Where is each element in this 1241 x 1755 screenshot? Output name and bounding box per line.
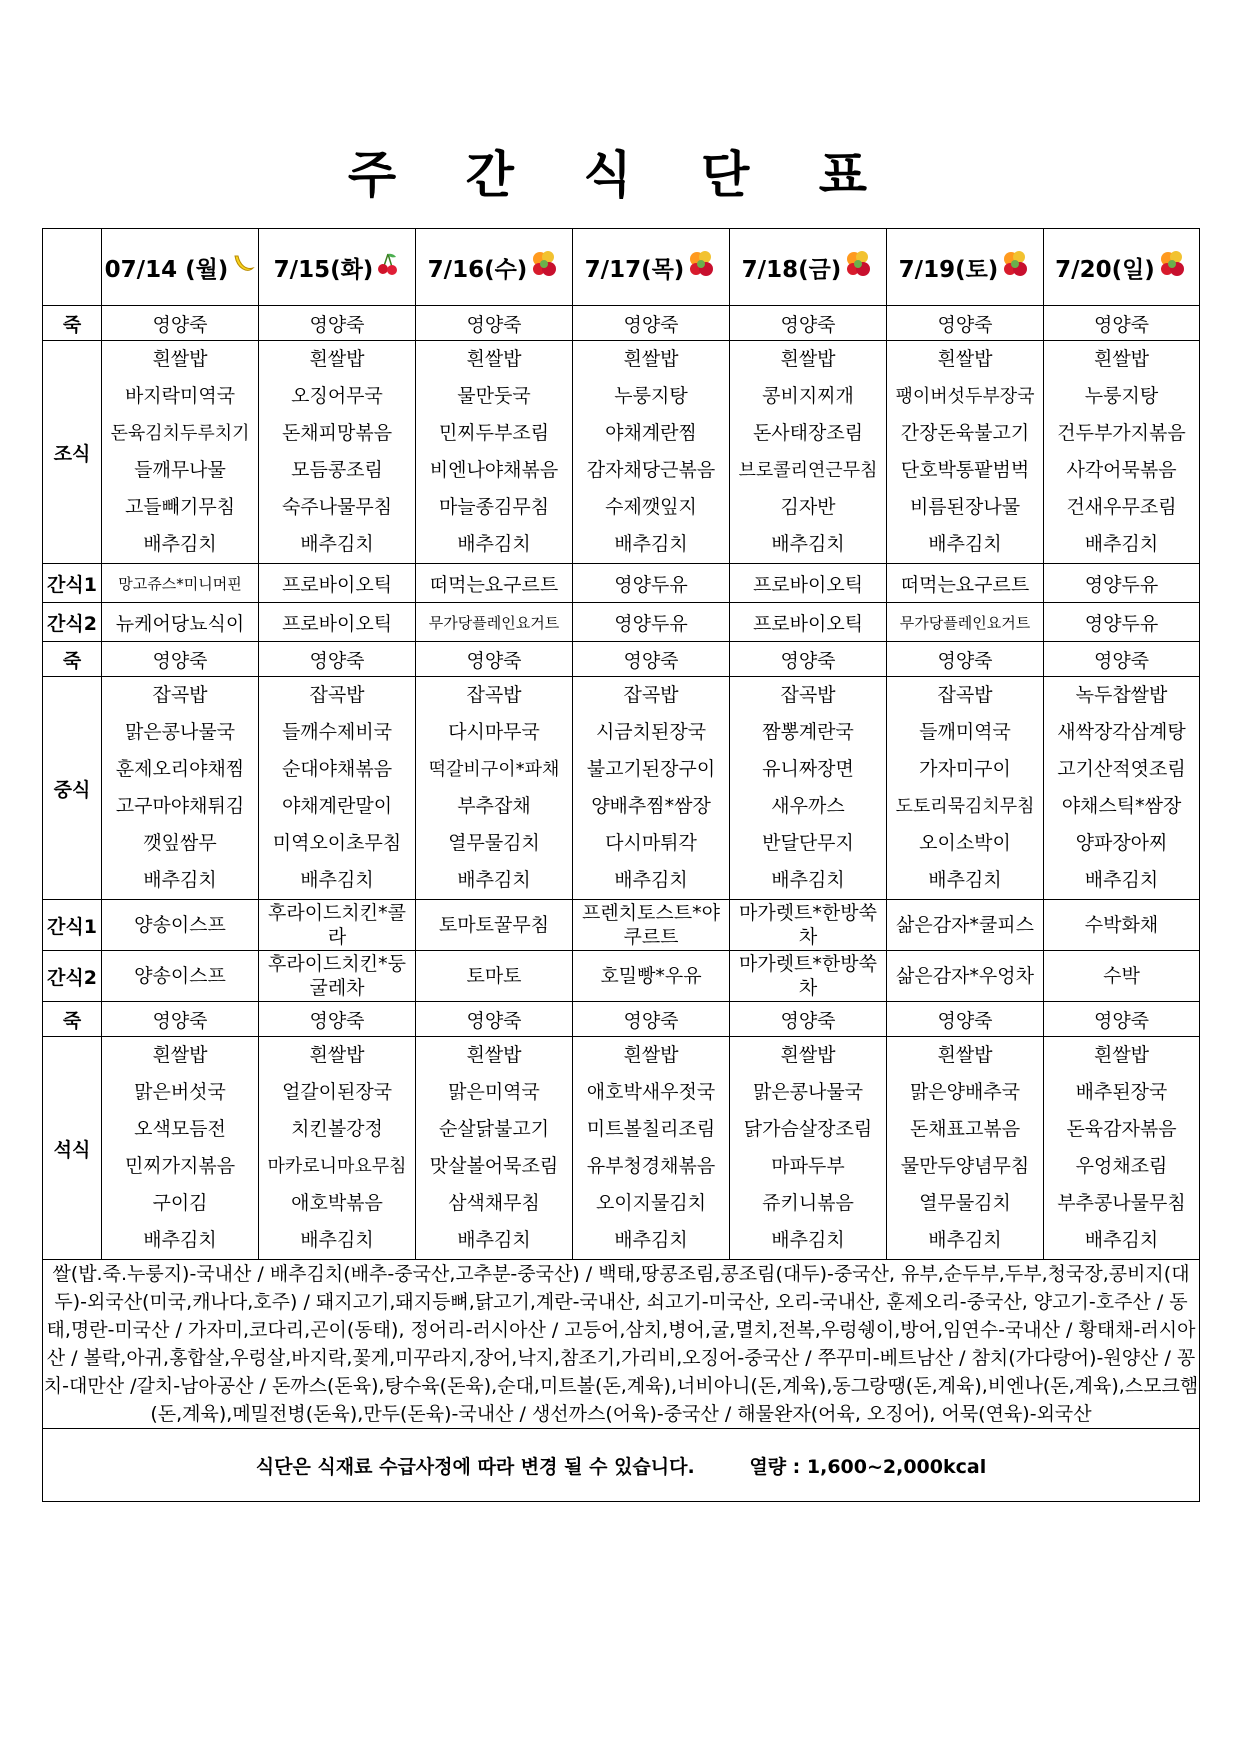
menu-item: 맑은양배추국 <box>909 1081 1021 1103</box>
fruit-basket-icon <box>1158 249 1188 285</box>
menu-item: 돈사태장조림 <box>752 422 864 444</box>
row-label-dinner: 석식 <box>43 1037 102 1260</box>
menu-item: 흰쌀밥 <box>466 348 522 370</box>
menu-item: 맑은콩나물국 <box>124 721 236 743</box>
day-label: 7/18(금) <box>741 256 842 283</box>
menu-item: 민찌가지볶음 <box>124 1155 236 1177</box>
lunch-cell <box>573 677 730 900</box>
porridge-cell: 영양죽 <box>416 1002 573 1037</box>
menu-item: 배추김치 <box>928 1229 1002 1251</box>
menu-item: 잡곡밥 <box>780 684 836 706</box>
am-snack1-cell: 프로바이오틱 <box>259 564 416 603</box>
menu-item: 오색모듬전 <box>134 1118 226 1140</box>
day-header <box>416 229 573 306</box>
menu-item: 흰쌀밥 <box>937 348 993 370</box>
banana-icon <box>231 252 255 282</box>
menu-item: 배추김치 <box>143 1229 217 1251</box>
menu-item: 짬뽕계란국 <box>762 721 854 743</box>
menu-item: 맑은콩나물국 <box>752 1081 864 1103</box>
porridge-cell: 영양죽 <box>1044 642 1200 677</box>
menu-item: 유니짜장면 <box>762 758 854 780</box>
menu-item: 미트볼칠리조림 <box>586 1118 716 1140</box>
menu-item: 불고기된장구이 <box>586 758 716 780</box>
menu-item: 흰쌀밥 <box>152 1044 208 1066</box>
day-header <box>573 229 730 306</box>
am-snack2-cell: 무가당플레인요거트 <box>887 603 1044 642</box>
menu-item: 맛살볼어묵조림 <box>429 1155 559 1177</box>
am-snack2-cell: 프로바이오틱 <box>259 603 416 642</box>
lunch-cell <box>730 677 887 900</box>
porridge-cell: 영양죽 <box>730 1002 887 1037</box>
lunch-cell <box>1044 677 1200 900</box>
menu-item: 김자반 <box>780 496 836 518</box>
pm-snack1-cell: 후라이드치킨*콜라 <box>259 900 416 951</box>
menu-item: 배추김치 <box>928 533 1002 555</box>
breakfast-cell <box>887 341 1044 564</box>
am-snack2-cell: 무가당플레인요거트 <box>416 603 573 642</box>
pm-snack2-cell: 삶은감자*우엉차 <box>887 951 1044 1002</box>
menu-item: 닭가슴살장조림 <box>743 1118 873 1140</box>
day-label: 7/17(목) <box>584 256 685 283</box>
menu-item: 들깨수제비국 <box>281 721 393 743</box>
menu-item: 건두부가지볶음 <box>1057 422 1186 444</box>
day-label: 07/14 (월) <box>104 256 229 283</box>
porridge-cell: 영양죽 <box>573 1002 730 1037</box>
menu-item: 삼색채무침 <box>448 1192 540 1214</box>
menu-item: 돈육감자볶음 <box>1066 1118 1177 1140</box>
menu-item: 다시마튀각 <box>605 832 697 854</box>
porridge-cell: 영양죽 <box>416 642 573 677</box>
menu-item: 누룽지탕 <box>614 385 688 407</box>
pm-snack2-cell: 수박 <box>1044 951 1200 1002</box>
porridge-cell: 영양죽 <box>102 642 259 677</box>
menu-item: 배추김치 <box>771 1229 845 1251</box>
menu-item: 순살닭불고기 <box>438 1118 550 1140</box>
menu-item: 흰쌀밥 <box>466 1044 522 1066</box>
am-snack2-cell: 영양두유 <box>1044 603 1200 642</box>
menu-item: 바지락미역국 <box>124 385 236 407</box>
menu-item: 배추김치 <box>614 1229 688 1251</box>
menu-item: 배추김치 <box>143 533 217 555</box>
pm-snack2-cell: 후라이드치킨*둥굴레차 <box>259 951 416 1002</box>
footer-note <box>43 1429 1200 1502</box>
cherry-icon <box>376 252 400 282</box>
porridge-cell: 영양죽 <box>887 642 1044 677</box>
menu-item: 흰쌀밥 <box>780 1044 836 1066</box>
menu-item: 유부청경채볶음 <box>586 1155 716 1177</box>
menu-item: 마늘종김무침 <box>438 496 550 518</box>
menu-item: 우엉채조림 <box>1075 1155 1168 1177</box>
menu-item: 순대야채볶음 <box>281 758 393 780</box>
pm-snack1-cell: 토마토꿀무침 <box>416 900 573 951</box>
weekly-menu-table <box>42 228 1200 1502</box>
day-label: 7/15(화) <box>273 256 374 283</box>
menu-item: 흰쌀밥 <box>1093 348 1150 370</box>
pm-snack2-cell: 양송이스프 <box>102 951 259 1002</box>
menu-item: 맑은미역국 <box>448 1081 540 1103</box>
menu-item: 비엔나야채볶음 <box>429 459 559 481</box>
menu-item: 돈채표고볶음 <box>909 1118 1021 1140</box>
porridge-cell: 영양죽 <box>573 642 730 677</box>
menu-item: 건새우무조림 <box>1066 496 1177 518</box>
menu-item: 잡곡밥 <box>466 684 522 706</box>
dinner-cell <box>887 1037 1044 1260</box>
menu-item: 열무물김치 <box>448 832 540 854</box>
menu-item: 가자미구이 <box>919 758 1011 780</box>
menu-item: 훈제오리야채찜 <box>115 758 245 780</box>
porridge-cell: 영양죽 <box>259 642 416 677</box>
menu-item: 배추김치 <box>457 869 531 891</box>
menu-item: 야채계란찜 <box>605 422 697 444</box>
row-label-breakfast: 조식 <box>43 341 102 564</box>
menu-item: 치킨볼강정 <box>291 1118 383 1140</box>
menu-item: 돈채피망볶음 <box>281 422 393 444</box>
row-label-snack1: 간식1 <box>43 564 102 603</box>
menu-item: 배추김치 <box>771 533 845 555</box>
menu-item: 배추김치 <box>1084 533 1159 555</box>
menu-item: 간장돈육불고기 <box>900 422 1030 444</box>
menu-item: 열무물김치 <box>919 1192 1011 1214</box>
row-label-porridge: 죽 <box>43 306 102 341</box>
menu-item: 흰쌀밥 <box>623 1044 679 1066</box>
menu-item: 야채스틱*쌈장 <box>1061 795 1182 817</box>
menu-item: 배추김치 <box>771 869 845 891</box>
menu-item: 도토리묵김치무침 <box>895 796 1035 817</box>
menu-item: 녹두찹쌀밥 <box>1075 684 1168 706</box>
menu-item: 흰쌀밥 <box>309 348 365 370</box>
menu-item: 숙주나물무침 <box>281 496 393 518</box>
menu-item: 양파장아찌 <box>1075 832 1168 854</box>
menu-item: 맑은버섯국 <box>134 1081 226 1103</box>
row-label-porridge: 죽 <box>43 642 102 677</box>
lunch-cell <box>259 677 416 900</box>
menu-item: 사각어묵볶음 <box>1066 459 1177 481</box>
menu-item: 새싹장각삼계탕 <box>1057 721 1186 743</box>
menu-item: 흰쌀밥 <box>780 348 836 370</box>
day-header <box>887 229 1044 306</box>
menu-item: 배추김치 <box>1084 869 1159 891</box>
menu-item: 고구마야채튀김 <box>115 795 245 817</box>
breakfast-cell <box>1044 341 1200 564</box>
porridge-cell: 영양죽 <box>416 306 573 341</box>
menu-item: 팽이버섯두부장국 <box>895 386 1035 407</box>
menu-item: 애호박새우젓국 <box>586 1081 716 1103</box>
porridge-cell: 영양죽 <box>887 306 1044 341</box>
row-label-snack1: 간식1 <box>43 900 102 951</box>
lunch-cell <box>887 677 1044 900</box>
menu-item: 배추김치 <box>614 869 688 891</box>
lunch-cell <box>102 677 259 900</box>
menu-item: 양배추찜*쌈장 <box>591 795 711 817</box>
menu-item: 배추김치 <box>300 533 374 555</box>
menu-item: 배추된장국 <box>1075 1081 1168 1103</box>
menu-item: 배추김치 <box>457 1229 531 1251</box>
menu-item: 배추김치 <box>143 869 217 891</box>
pm-snack2-cell: 토마토 <box>416 951 573 1002</box>
menu-item: 누룽지탕 <box>1084 385 1159 407</box>
menu-item: 시금치된장국 <box>595 721 707 743</box>
menu-item: 모듬콩조림 <box>291 459 383 481</box>
menu-item: 배추김치 <box>1084 1229 1159 1251</box>
day-header <box>102 229 259 306</box>
dinner-cell <box>102 1037 259 1260</box>
menu-item: 물만두양념무침 <box>900 1155 1030 1177</box>
menu-item: 배추김치 <box>300 1229 374 1251</box>
porridge-cell: 영양죽 <box>730 642 887 677</box>
breakfast-cell <box>730 341 887 564</box>
menu-item: 다시마무국 <box>448 721 540 743</box>
menu-item: 흰쌀밥 <box>152 348 208 370</box>
menu-item: 잡곡밥 <box>937 684 993 706</box>
porridge-cell: 영양죽 <box>259 1002 416 1037</box>
menu-item: 들깨미역국 <box>919 721 1011 743</box>
menu-change-note: 식단은 식재료 수급사정에 따라 변경 될 수 있습니다. <box>255 1455 695 1478</box>
menu-item: 애호박볶음 <box>291 1192 383 1214</box>
menu-item: 감자채당근볶음 <box>586 459 716 481</box>
am-snack1-cell: 프로바이오틱 <box>730 564 887 603</box>
menu-item: 배추김치 <box>300 869 374 891</box>
menu-item: 얼갈이된장국 <box>281 1081 393 1103</box>
dinner-cell <box>416 1037 573 1260</box>
menu-item: 잡곡밥 <box>152 684 208 706</box>
fruit-basket-icon <box>1001 249 1031 285</box>
menu-item: 배추김치 <box>928 869 1002 891</box>
menu-item: 마파두부 <box>771 1155 845 1177</box>
page-title: 주 간 식 단 표 <box>347 146 894 204</box>
breakfast-cell <box>102 341 259 564</box>
day-label: 7/19(토) <box>898 256 999 283</box>
menu-item: 떡갈비구이*파채 <box>428 759 560 780</box>
menu-item: 비름된장나물 <box>909 496 1021 518</box>
day-label: 7/16(수) <box>427 256 528 283</box>
am-snack1-cell: 영양두유 <box>1044 564 1200 603</box>
porridge-cell: 영양죽 <box>573 306 730 341</box>
menu-item: 구이김 <box>152 1192 208 1214</box>
am-snack1-cell: 영양두유 <box>573 564 730 603</box>
am-snack2-cell: 뉴케어당뇨식이 <box>102 603 259 642</box>
pm-snack1-cell: 수박화채 <box>1044 900 1200 951</box>
porridge-cell: 영양죽 <box>102 1002 259 1037</box>
row-label-snack2: 간식2 <box>43 951 102 1002</box>
porridge-cell: 영양죽 <box>102 306 259 341</box>
pm-snack2-cell: 마가렛트*한방쑥차 <box>730 951 887 1002</box>
menu-item: 쥬키니볶음 <box>762 1192 854 1214</box>
day-header <box>730 229 887 306</box>
menu-item: 들깨무나물 <box>134 459 226 481</box>
origin-info: 쌀(밥.죽.누룽지)-국내산 / 배추김치(배추-중국산,고추분-중국산) / 백태,땅콩조림,콩조림(대두)-중국산, 유부,순두부,두부,청국장,콩비지(대두)-외국산(미국,캐나다,호주) / 돼지고기,돼지등뼈,닭고기,계란-국내산, 쇠고기-미국산, 오리-국내산, 훈제오리-중국산, 양고기-호주산 / 동태,명란-미국산 / 가자미,코다리,곤이(동태), 정어리-러시아산 / 고등어,삼치,병어,굴,멸치,전복,우렁쉥이,방어,임연수-국내산 / 황태채-러시아산 / 볼락,아귀,홍합살,우렁살,바지락,꽃게,미꾸라지,장어,낙지,참조기,가리비,오징어-중국산 / 쭈꾸미-베트남산 / 참치(가다랑어)-원양산 / 꽁치-대만산 /갈치-남아공산 / 돈까스(돈육),탕수육(돈육),순대,미트볼(돈,계육),너비아니(돈,계육),동그랑땡(돈,계육),비엔나(돈,계육),스모크햄(돈,계육),메밀전병(돈육),만두(돈육)-국내산 / 생선까스(어육)-중국산 / 해물완자(어육, 오징어), 어묵(연육)-외국산 <box>43 1260 1200 1429</box>
menu-item: 흰쌀밥 <box>937 1044 993 1066</box>
am-snack2-cell: 영양두유 <box>573 603 730 642</box>
am-snack1-cell: 떠먹는요구르트 <box>887 564 1044 603</box>
menu-item: 흰쌀밥 <box>309 1044 365 1066</box>
porridge-cell: 영양죽 <box>730 306 887 341</box>
menu-item: 배추김치 <box>457 533 531 555</box>
dinner-cell <box>1044 1037 1200 1260</box>
pm-snack1-cell: 프렌치토스트*야쿠르트 <box>573 900 730 951</box>
corner-cell <box>43 229 102 306</box>
menu-item: 흰쌀밥 <box>623 348 679 370</box>
menu-item: 수제깻잎지 <box>605 496 697 518</box>
menu-item: 돈육김치두루치기 <box>110 423 250 444</box>
pm-snack2-cell: 호밀빵*우유 <box>573 951 730 1002</box>
menu-item: 브로콜리연근무침 <box>738 460 878 481</box>
pm-snack1-cell: 마가렛트*한방쑥차 <box>730 900 887 951</box>
breakfast-cell <box>259 341 416 564</box>
menu-item: 단호박통팥범벅 <box>900 459 1030 481</box>
menu-item: 잡곡밥 <box>623 684 679 706</box>
am-snack1-cell: 망고쥬스*미니머핀 <box>102 564 259 603</box>
menu-item: 깻잎쌈무 <box>143 832 217 854</box>
menu-item: 흰쌀밥 <box>1093 1044 1150 1066</box>
menu-item: 고기산적엿조림 <box>1057 758 1186 780</box>
fruit-basket-icon <box>530 249 560 285</box>
pm-snack1-cell: 양송이스프 <box>102 900 259 951</box>
dinner-cell <box>259 1037 416 1260</box>
menu-item: 반달단무지 <box>762 832 854 854</box>
day-header <box>1044 229 1200 306</box>
menu-item: 야채계란말이 <box>281 795 393 817</box>
menu-item: 부추콩나물무침 <box>1057 1192 1186 1214</box>
row-label-porridge: 죽 <box>43 1002 102 1037</box>
menu-item: 물만둣국 <box>457 385 531 407</box>
lunch-cell <box>416 677 573 900</box>
row-label-lunch: 중식 <box>43 677 102 900</box>
fruit-basket-icon <box>687 249 717 285</box>
menu-item: 잡곡밥 <box>309 684 365 706</box>
day-label: 7/20(일) <box>1055 256 1155 283</box>
menu-item: 오이지물김치 <box>595 1192 707 1214</box>
menu-item: 민찌두부조림 <box>438 422 550 444</box>
dinner-cell <box>573 1037 730 1260</box>
calorie-info: 열량 : 1,600~2,000kcal <box>749 1455 987 1478</box>
dinner-cell <box>730 1037 887 1260</box>
porridge-cell: 영양죽 <box>887 1002 1044 1037</box>
menu-item: 오이소박이 <box>919 832 1011 854</box>
am-snack2-cell: 프로바이오틱 <box>730 603 887 642</box>
porridge-cell: 영양죽 <box>1044 1002 1200 1037</box>
menu-item: 마카로니마요무침 <box>267 1156 407 1177</box>
porridge-cell: 영양죽 <box>259 306 416 341</box>
menu-item: 부추잡채 <box>457 795 531 817</box>
fruit-basket-icon <box>844 249 874 285</box>
menu-item: 배추김치 <box>614 533 688 555</box>
menu-item: 오징어무국 <box>291 385 383 407</box>
am-snack1-cell: 떠먹는요구르트 <box>416 564 573 603</box>
menu-item: 콩비지찌개 <box>762 385 854 407</box>
pm-snack1-cell: 삶은감자*쿨피스 <box>887 900 1044 951</box>
porridge-cell: 영양죽 <box>1044 306 1200 341</box>
menu-item: 고들빼기무침 <box>124 496 236 518</box>
row-label-snack2: 간식2 <box>43 603 102 642</box>
menu-item: 새우까스 <box>771 795 845 817</box>
breakfast-cell <box>416 341 573 564</box>
menu-item: 미역오이초무침 <box>272 832 402 854</box>
breakfast-cell <box>573 341 730 564</box>
day-header <box>259 229 416 306</box>
